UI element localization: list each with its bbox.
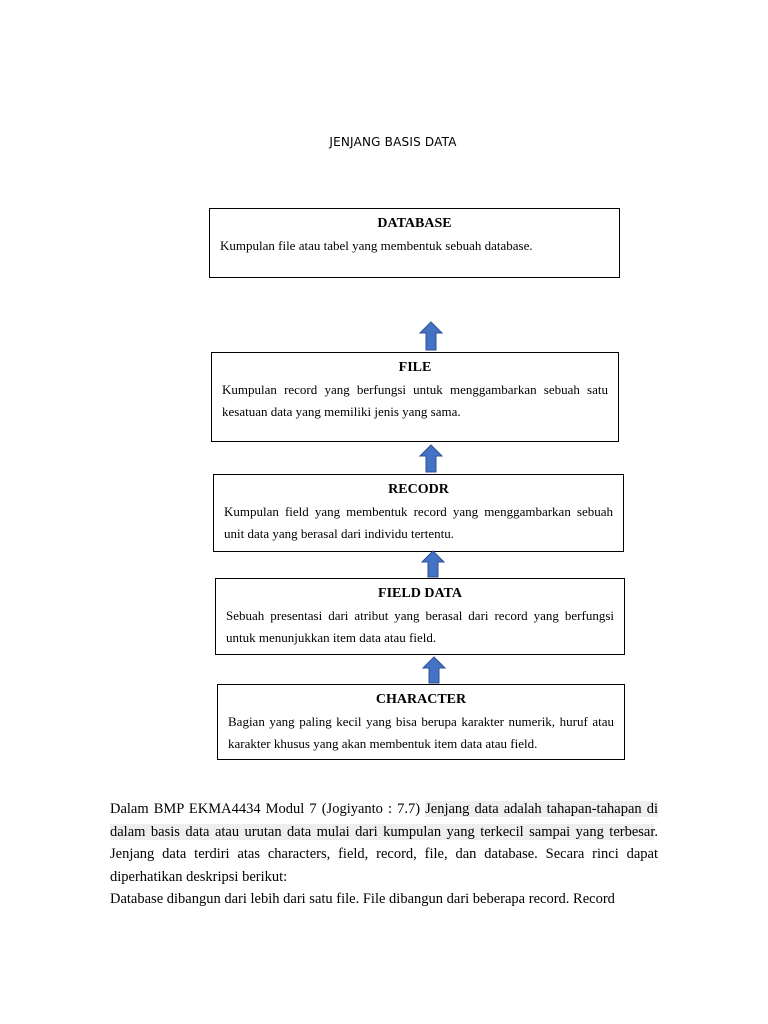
file-box-title: FILE xyxy=(398,360,432,375)
up-arrow-icon xyxy=(419,321,443,351)
database-box-title: DATABASE xyxy=(377,216,452,231)
field-data-box-title: FIELD DATA xyxy=(378,586,462,601)
paragraph-1-intro: Dalam BMP EKMA4434 Modul 7 (Jogiyanto : 7.7) xyxy=(110,801,426,817)
character-box xyxy=(217,684,625,760)
record-box-description: Kumpulan field yang membentuk record yang menggambarkan sebuah unit data yang berasal dari individu tertentu. xyxy=(224,504,613,541)
up-arrow-icon xyxy=(419,444,443,473)
character-box-title: CHARACTER xyxy=(375,692,467,707)
page-title: JENJANG BASIS DATA xyxy=(329,135,457,149)
database-box-description: Kumpulan file atau tabel yang membentuk sebuah database. xyxy=(220,238,533,253)
field-data-box xyxy=(215,578,625,655)
paragraph-1-rest: . Jenjang data terdiri atas characters, field, record, file, dan database. Secara rinci dapat diperhatikan deskripsi berikut: xyxy=(110,823,658,885)
paragraph-2: Database dibangun dari lebih dari satu file. File dibangun dari beberapa record. Record xyxy=(110,891,615,907)
file-box-description: Kumpulan record yang berfungsi untuk menggambarkan sebuah satu kesatuan data yang memiliki jenis yang sama. xyxy=(222,382,608,419)
field-data-box-description: Sebuah presentasi dari atribut yang berasal dari record yang berfungsi untuk menunjukkan item data atau field. xyxy=(226,608,614,645)
body-text xyxy=(110,798,658,911)
database-box xyxy=(209,208,620,278)
paragraph-1 xyxy=(110,798,658,888)
record-box xyxy=(213,474,624,552)
up-arrow-icon xyxy=(421,550,445,578)
highlighted-definition: Jenjang data adalah tahapan-tahapan di dalam basis data atau urutan data mulai dari kumpulan yang terkecil sampai yang terbesar xyxy=(110,801,658,840)
record-box-title: RECODR xyxy=(388,482,449,497)
character-box-description: Bagian yang paling kecil yang bisa berupa karakter numerik, huruf atau karakter khusus yang akan membentuk item data atau field. xyxy=(228,714,614,751)
up-arrow-icon xyxy=(422,656,446,684)
file-box xyxy=(211,352,619,442)
